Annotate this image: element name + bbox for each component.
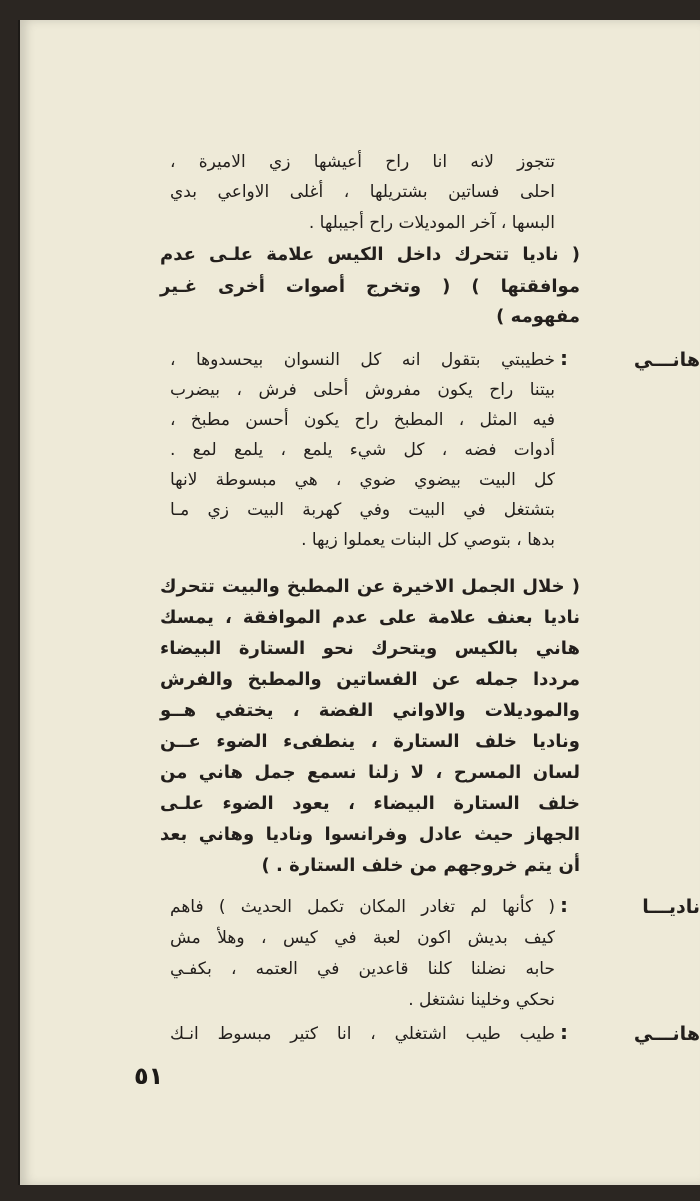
stage-direction-line: موافقتها ) ( وتخرج أصوات أخرى غـير xyxy=(160,276,580,297)
stage-direction-line: لسان المسرح ، لا زلنا نسمع جمل هاني من xyxy=(160,762,580,783)
stage-direction-line: هاني بالكيس ويتحرك نحو الستارة البيضاء xyxy=(160,638,580,659)
stage-direction-line: ( خلال الجمل الاخيرة عن المطبخ والبيت تتحرك xyxy=(160,576,580,597)
stage-direction-line: خلف الستارة البيضاء ، يعود الضوء علـى xyxy=(160,793,580,814)
dialogue-line: ( كأنها لم تغادر المكان تكمل الحديث ) فاهم xyxy=(170,897,555,917)
stage-direction-line: وناديا خلف الستارة ، ينطفىء الضوء عــن xyxy=(160,731,580,752)
dialogue-line: تتجوز لانه انا راح أعيشها زي الاميرة ، xyxy=(170,152,555,172)
dialogue-line: خطيبتي بتقول انه كل النسوان بيحسدوها ، xyxy=(170,350,555,370)
stage-direction-line: ناديا بعنف علامة على عدم الموافقة ، يمسك xyxy=(160,607,580,628)
stage-direction-line: ( ناديا تتحرك داخل الكيس علامة علـى عدم xyxy=(160,244,580,265)
book-page xyxy=(18,20,700,1185)
stage-direction-line: أن يتم خروجهم من خلف الستارة . ) xyxy=(261,855,580,876)
show-through-text xyxy=(560,150,700,870)
speaker-name: ناديـــا xyxy=(642,896,700,918)
page-number: ٥١ xyxy=(134,1062,164,1090)
speaker-colon: : xyxy=(560,893,568,917)
stage-direction-line: والموديلات والاواني الفضة ، يختفي هــو xyxy=(160,700,580,721)
dialogue-line: أدوات فضه ، كل شيء يلمع ، يلمع لمع . xyxy=(170,440,555,460)
speaker-name: هانـــي xyxy=(633,349,700,371)
dialogue-line: حابه نضلنا كلنا قاعدين في العتمه ، بكفـي xyxy=(170,959,555,979)
speaker-name: هانـــي xyxy=(633,1023,700,1045)
speaker-colon: : xyxy=(560,1020,568,1044)
dialogue-line: كل البيت بيضوي ضوي ، هي مبسوطة لانها xyxy=(170,470,555,490)
dialogue-line: بدها ، بتوصي كل البنات يعملوا زيها . xyxy=(301,530,555,550)
stage-direction-line: مرددا جمله عن الفساتين والمطبخ والفرش xyxy=(160,669,580,690)
dialogue-line: احلى فساتين بشتريلها ، أغلى الاواعي بدي xyxy=(170,182,555,202)
dialogue-line: نحكي وخلينا نشتغل . xyxy=(408,990,555,1010)
dialogue-line: البسها ، آخر الموديلات راح أجيبلها . xyxy=(308,213,555,233)
dialogue-line: كيف بديش اكون لعبة في كيس ، وهلأ مش xyxy=(170,928,555,948)
dialogue-line: بتشتغل في البيت وفي كهربة البيت زي مـا xyxy=(170,500,555,520)
stage-direction-line: مفهومه ) xyxy=(496,306,580,327)
stage-direction-line: الجهاز حيث عادل وفرانسوا وناديا وهاني بعد xyxy=(160,824,580,845)
dialogue-line: بيتنا راح يكون مفروش أحلى فرش ، بيضرب xyxy=(170,380,555,400)
dialogue-line: طيب طيب اشتغلي ، انا كتير مبسوط انـك xyxy=(170,1024,555,1044)
speaker-colon: : xyxy=(560,346,568,370)
dialogue-line: فيه المثل ، المطبخ راح يكون أحسن مطبخ ، xyxy=(170,410,555,430)
